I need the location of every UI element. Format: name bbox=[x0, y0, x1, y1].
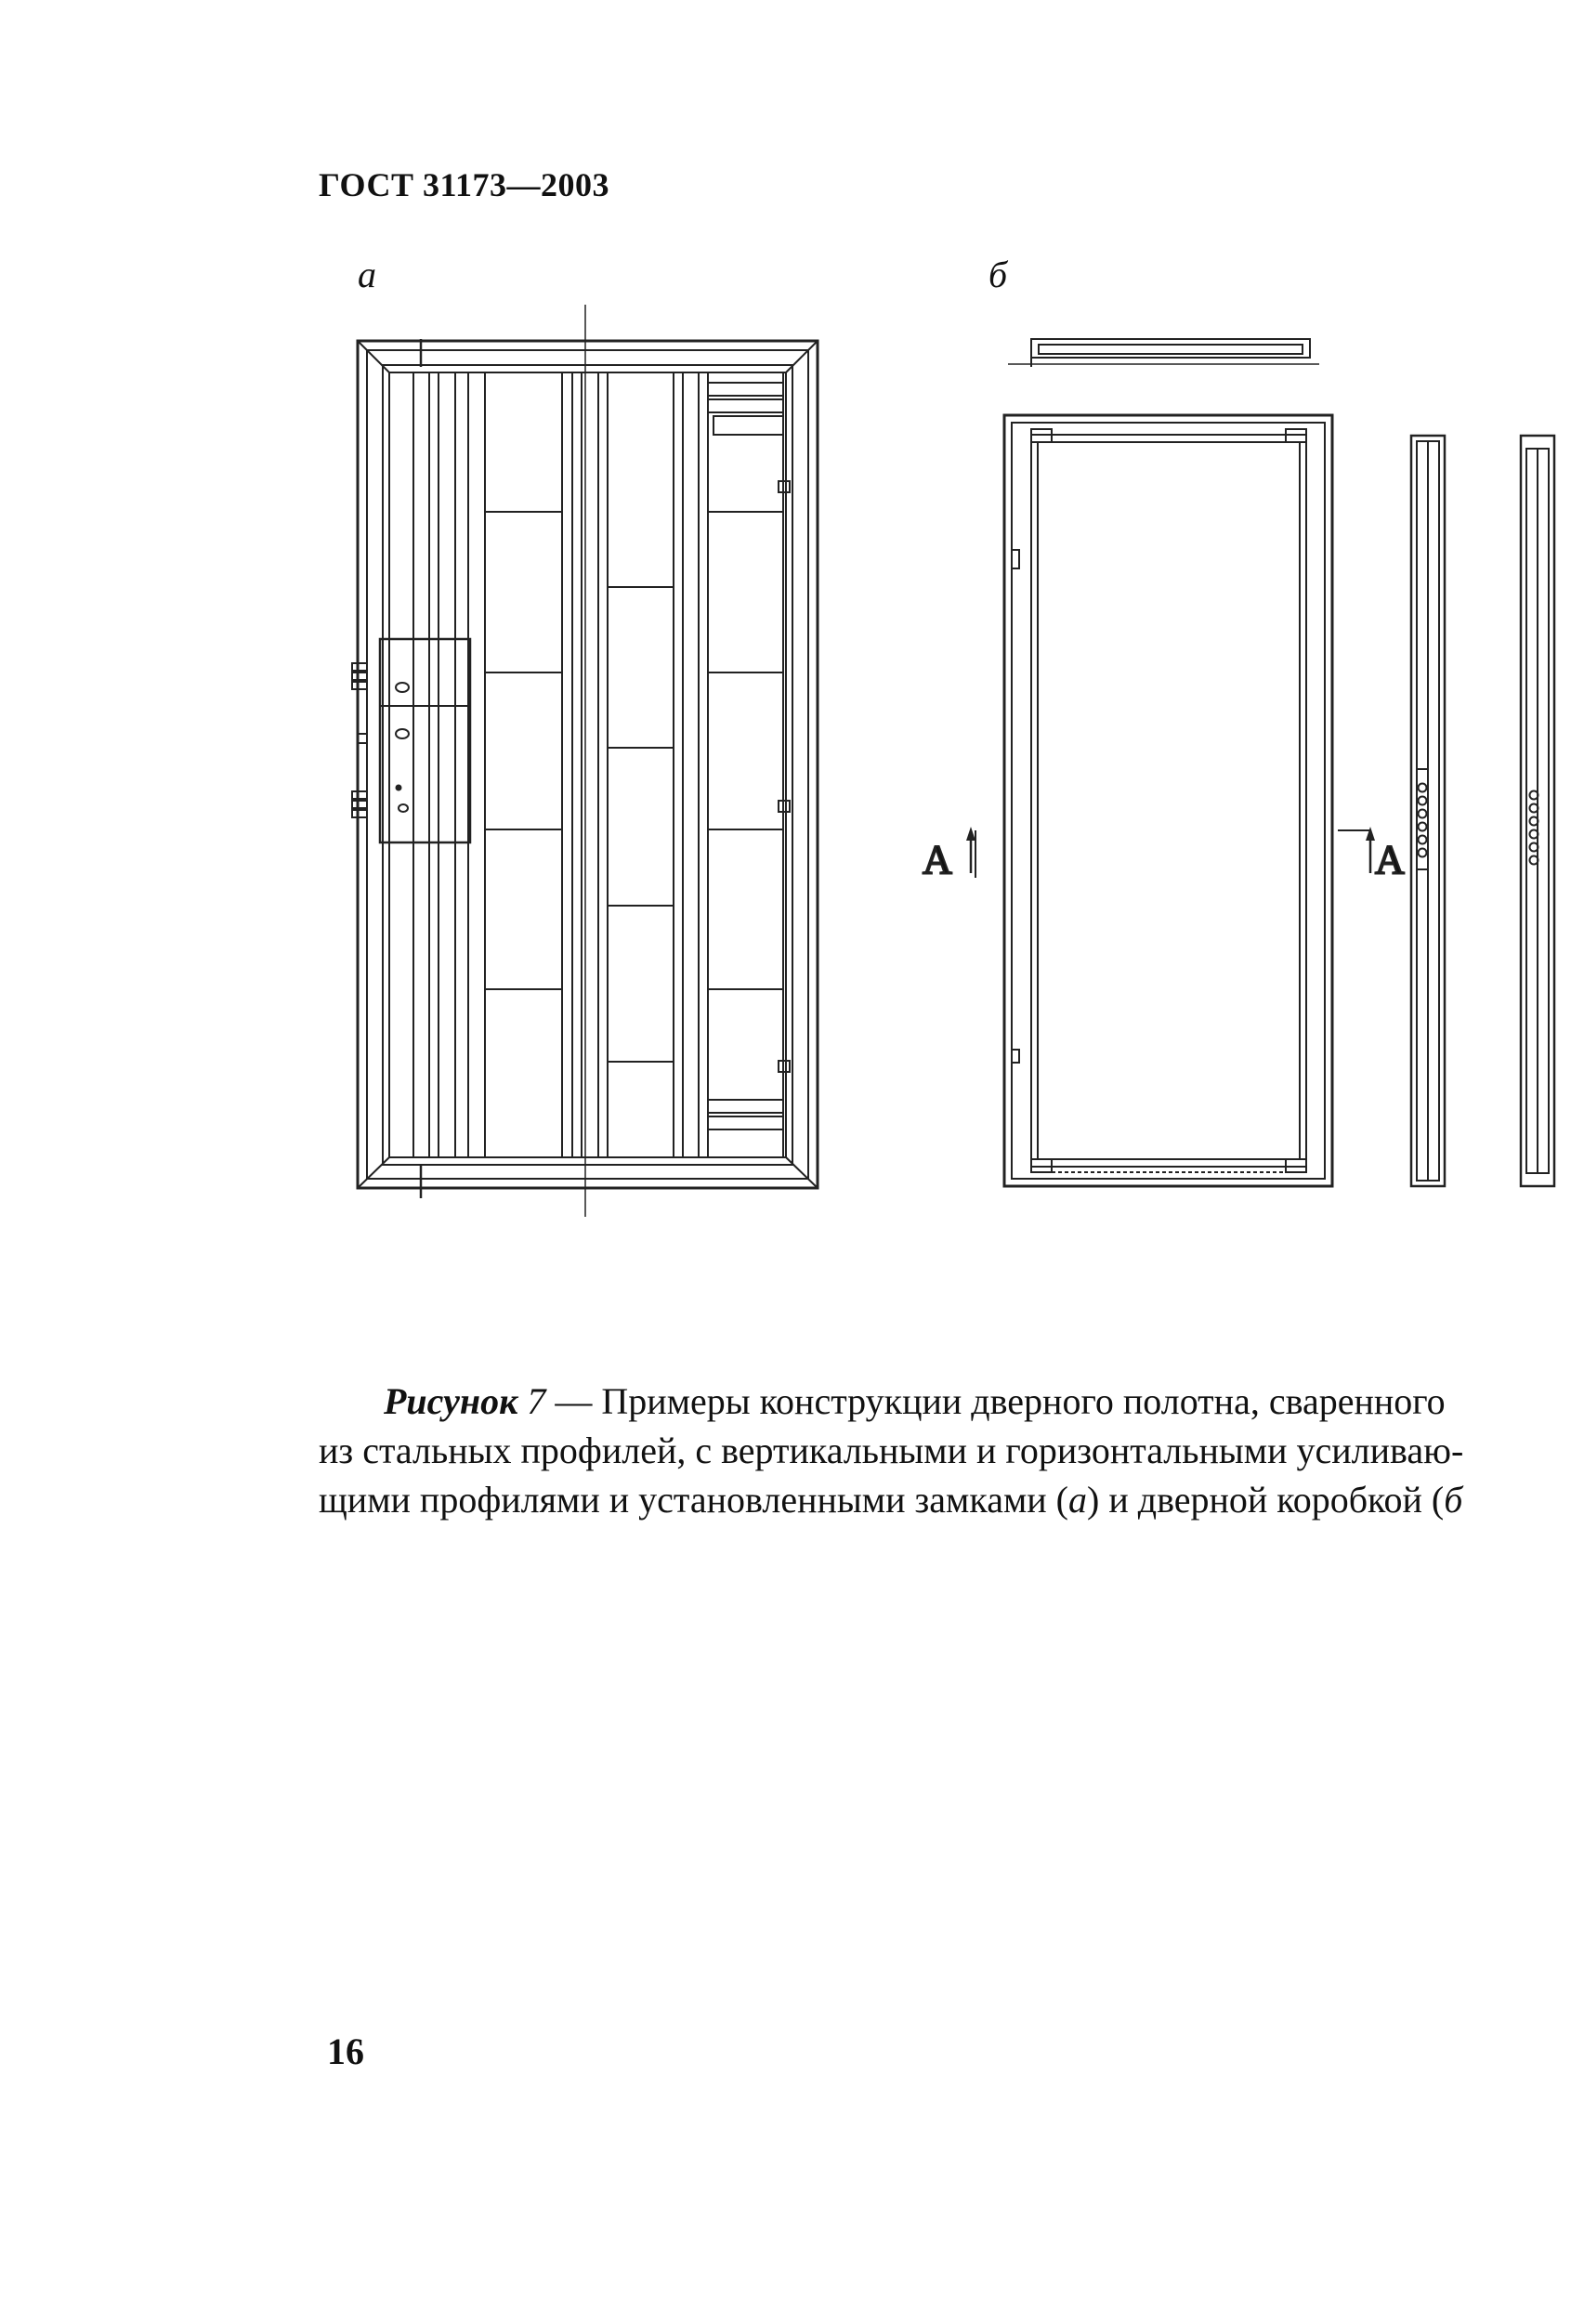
caption-line-3-pre: щими профилями и установленными замками ( bbox=[319, 1479, 1068, 1521]
caption-line-3-mid: ) и дверной коробкой ( bbox=[1087, 1479, 1445, 1521]
panel-a-label: а bbox=[358, 254, 376, 295]
caption-line-1 bbox=[319, 1377, 1584, 1426]
figure-caption bbox=[319, 1377, 1584, 1524]
panel-b-label: б bbox=[988, 254, 1008, 295]
caption-line-1-text: — Примеры конструкции дверного полотна, сваренного bbox=[545, 1380, 1446, 1422]
page-number: 16 bbox=[327, 2030, 364, 2072]
section-mark-right: А bbox=[1375, 837, 1405, 882]
caption-figure-word: Рисунок bbox=[384, 1380, 518, 1422]
caption-ref-b: б bbox=[1444, 1479, 1463, 1521]
document-header: ГОСТ 31173—2003 bbox=[319, 166, 609, 203]
door-leaf-drawing bbox=[352, 305, 818, 1217]
caption-figure-number: 7 bbox=[527, 1380, 546, 1422]
door-frame-drawing bbox=[966, 339, 1554, 1186]
caption-line-3 bbox=[319, 1475, 1584, 1524]
caption-ref-a: а bbox=[1068, 1479, 1087, 1521]
caption-line-2: из стальных профилей, с вертикальными и горизонтальными усиливаю- bbox=[319, 1430, 1464, 1471]
section-mark-left: А bbox=[923, 837, 952, 882]
